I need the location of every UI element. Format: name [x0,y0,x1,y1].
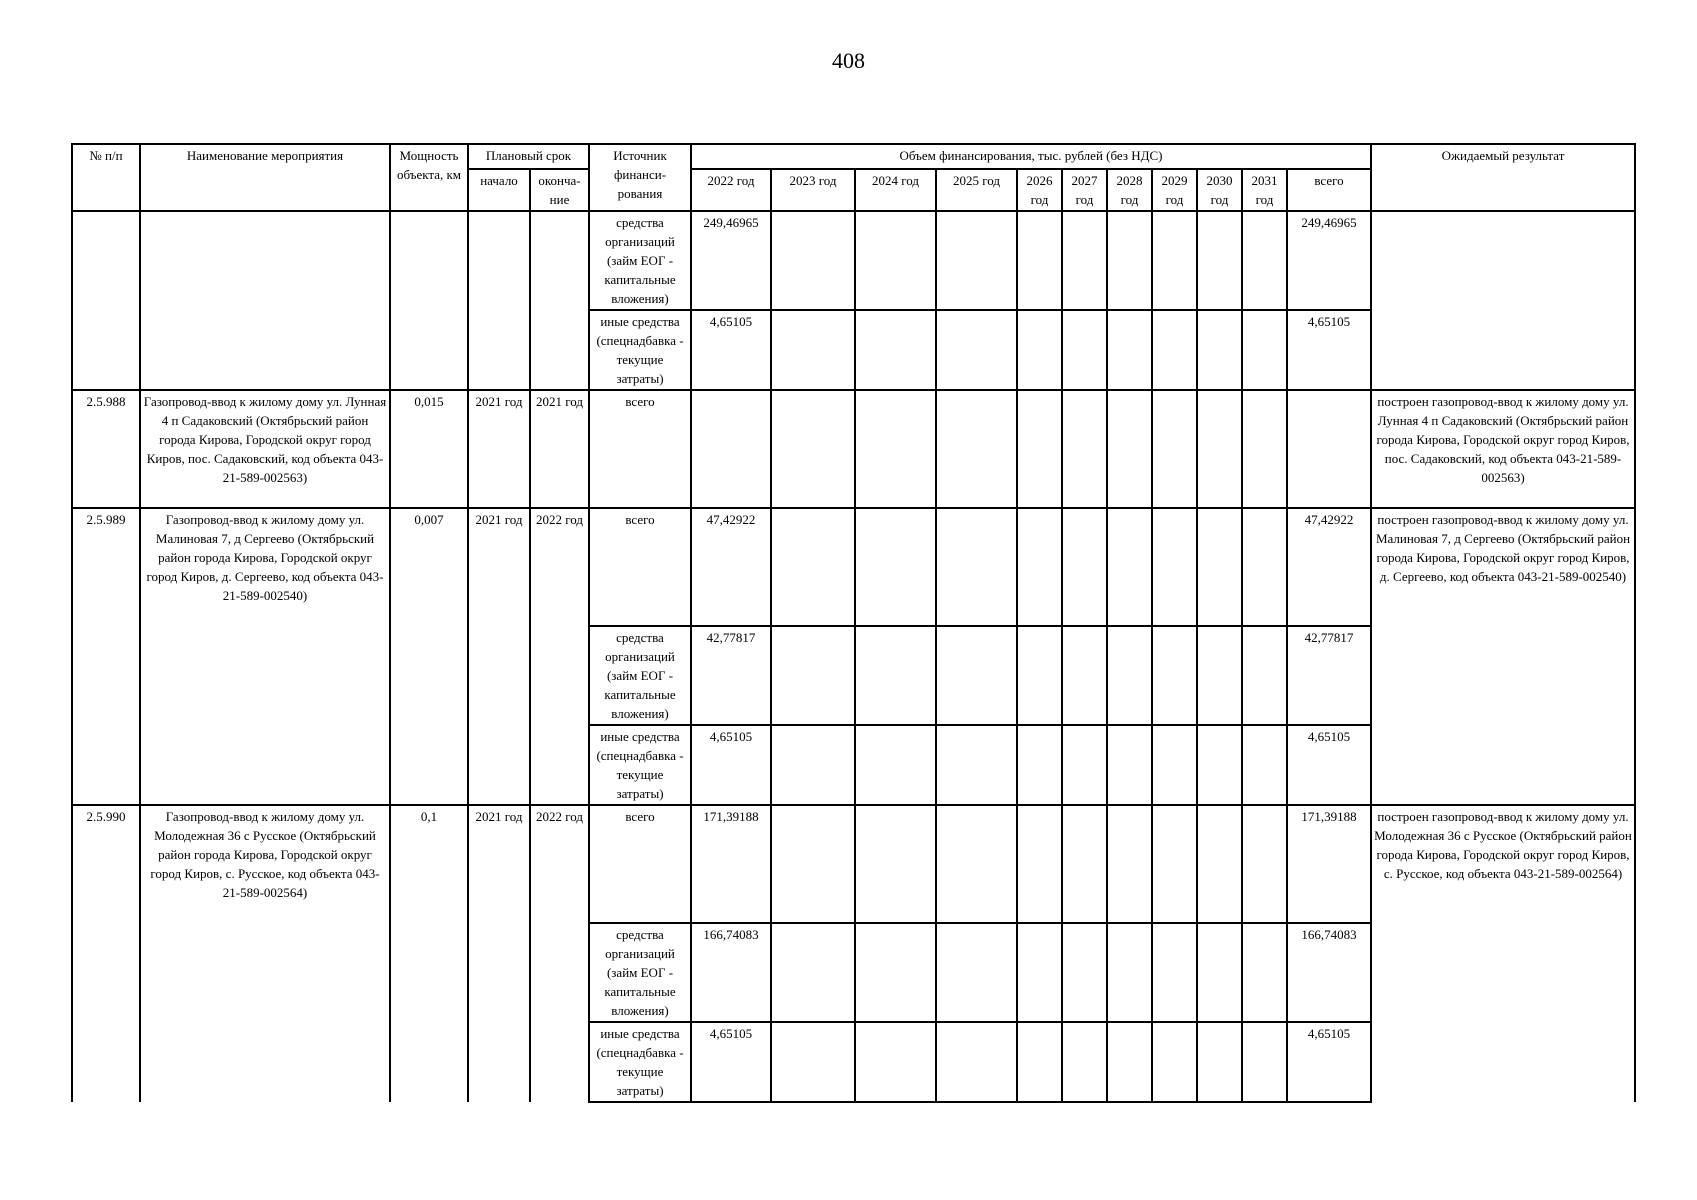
cell-empty [72,211,140,390]
source-cell: всего [589,805,691,923]
header-year: 2030 год [1197,169,1242,211]
source-cell: всего [589,390,691,508]
row-name: Газопровод-ввод к жилому дому ул. Лунная 4 п Садаковский (Октябрьский район города Кирова, Городской округ город Киров, пос. Садаковский, код объекта 043-21-589-002563) [140,390,390,508]
row-end: 2022 год [530,508,589,805]
value-2022: 4,65105 [691,725,771,805]
value-total: 171,39188 [1287,805,1371,923]
row-end: 2022 год [530,805,589,1102]
header-name: Наименование мероприятия [140,144,390,211]
row-number: 2.5.989 [72,508,140,805]
value-2022: 171,39188 [691,805,771,923]
value-2022: 4,65105 [691,310,771,390]
value-total: 4,65105 [1287,310,1371,390]
row-start: 2021 год [468,805,530,1102]
value-total: 47,42922 [1287,508,1371,626]
row-start: 2021 год [468,508,530,805]
table-row [72,508,1635,626]
source-cell: средства организаций (займ ЕОГ - капитальные вложения) [589,923,691,1022]
header-year: 2028 год [1107,169,1152,211]
row-result: построен газопровод-ввод к жилому дому ул. Малиновая 7, д Сергеево (Октябрьский район города Кирова, Городской округ город Киров, д. Сергеево, код объекта 043-21-589-002540) [1371,508,1635,805]
row-start: 2021 год [468,390,530,508]
value-2022: 4,65105 [691,1022,771,1102]
row-name: Газопровод-ввод к жилому дому ул. Молодежная 36 с Русское (Октябрьский район города Кирова, Городской округ город Киров, с. Русское, код объекта 043-21-589-002564) [140,805,390,1102]
value-total: 249,46965 [1287,211,1371,310]
table-row [72,211,1635,310]
table-row [72,390,1635,508]
value-total: 166,74083 [1287,923,1371,1022]
header-year: 2023 год [771,169,855,211]
row-end: 2021 год [530,390,589,508]
row-result: построен газопровод-ввод к жилому дому ул. Молодежная 36 с Русское (Октябрьский район города Кирова, Городской округ город Киров, с. Русское, код объекта 043-21-589-002564) [1371,805,1635,1102]
row-name: Газопровод-ввод к жилому дому ул. Малиновая 7, д Сергеево (Октябрьский район города Кирова, Городской округ город Киров, д. Сергеево, код объекта 043-21-589-002540) [140,508,390,805]
header-year: 2022 год [691,169,771,211]
funding-table [71,143,1636,1103]
header-year: 2029 год [1152,169,1197,211]
value-2022: 47,42922 [691,508,771,626]
value-2022: 42,77817 [691,626,771,725]
header-term-end: оконча-ние [530,169,589,211]
cell-empty [530,211,589,390]
source-cell: иные средства (спецнадбавка - текущие затраты) [589,310,691,390]
header-year: 2026 год [1017,169,1062,211]
source-cell: средства организаций (займ ЕОГ - капитальные вложения) [589,626,691,725]
header-term-start: начало [468,169,530,211]
value-2022: 249,46965 [691,211,771,310]
row-number: 2.5.990 [72,805,140,1102]
header-year: 2025 год [936,169,1017,211]
row-capacity: 0,007 [390,508,468,805]
header-term: Плановый срок [468,144,589,169]
source-cell: иные средства (спецнадбавка - текущие затраты) [589,1022,691,1102]
header-source: Источник финанси-рования [589,144,691,211]
value-total: 4,65105 [1287,1022,1371,1102]
row-result: построен газопровод-ввод к жилому дому ул. Лунная 4 п Садаковский (Октябрьский район города Кирова, Городской округ город Киров, пос. Садаковский, код объекта 043-21-589-002563) [1371,390,1635,508]
header-total: всего [1287,169,1371,211]
source-cell: средства организаций (займ ЕОГ - капитальные вложения) [589,211,691,310]
header-funding: Объем финансирования, тыс. рублей (без НДС) [691,144,1371,169]
header-year: 2024 год [855,169,936,211]
row-capacity: 0,1 [390,805,468,1102]
header-result: Ожидаемый результат [1371,144,1635,211]
header-capacity: Мощность объекта, км [390,144,468,211]
value-total: 4,65105 [1287,725,1371,805]
header-year: 2031 год [1242,169,1287,211]
table-row [72,805,1635,923]
cell-empty [468,211,530,390]
header-num: № п/п [72,144,140,211]
page-number: 408 [832,48,865,73]
value-total: 42,77817 [1287,626,1371,725]
value-2022: 166,74083 [691,923,771,1022]
source-cell: иные средства (спецнадбавка - текущие затраты) [589,725,691,805]
header-year: 2027 год [1062,169,1107,211]
source-cell: всего [589,508,691,626]
cell-empty [1371,211,1635,390]
row-capacity: 0,015 [390,390,468,508]
cell-empty [140,211,390,390]
cell-empty [390,211,468,390]
row-number: 2.5.988 [72,390,140,508]
